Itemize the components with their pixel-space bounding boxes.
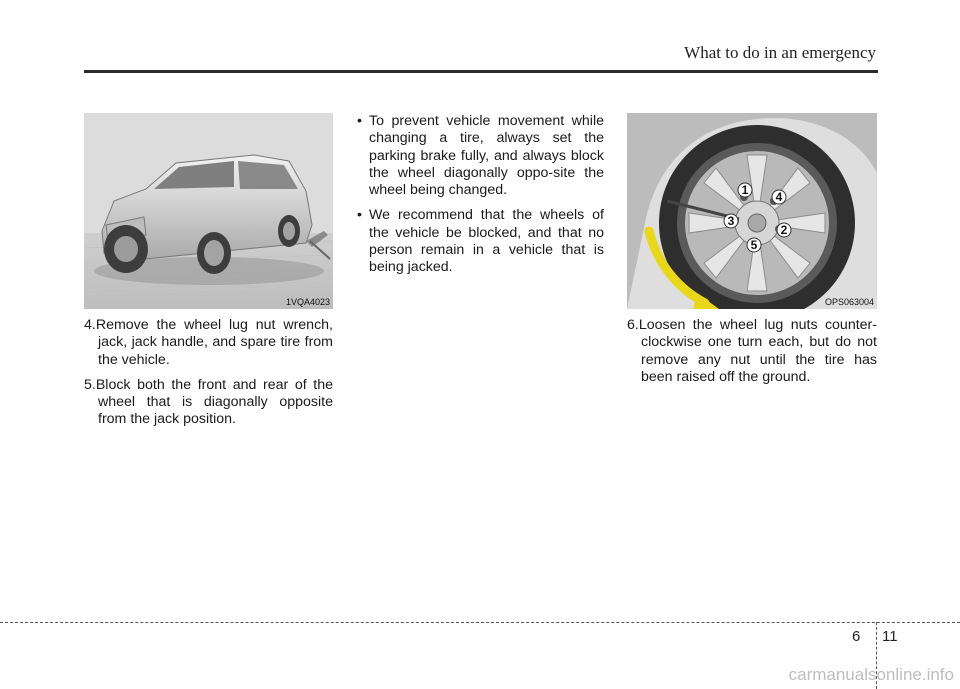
car-illustration xyxy=(84,113,333,309)
figure-code: OPS063004 xyxy=(824,297,874,307)
lug-label-3: 3 xyxy=(727,214,735,228)
step-6: 6.Loosen the wheel lug nuts counter-clockwise one turn each, but do not remove any nut until the tire has been raised off the ground. xyxy=(627,317,877,385)
section-title: What to do in an emergency xyxy=(684,43,876,62)
watermark: carmanualsonline.info xyxy=(788,665,954,684)
lug-label-4: 4 xyxy=(775,190,783,204)
left-column-text xyxy=(84,317,333,437)
figure-car-on-jack xyxy=(84,113,333,309)
wheel-illustration xyxy=(627,113,877,309)
lug-label-2: 2 xyxy=(780,223,788,237)
figure-wheel-lug-nuts xyxy=(627,113,877,309)
bullet-parking-brake: • To prevent vehicle movement while changing a tire, always set the parking brake fully, and always block the wheel diagonally oppo-site the wheel being changed. xyxy=(355,113,604,199)
step-4: 4.Remove the wheel lug nut wrench, jack, jack handle, and spare tire from the vehicle. xyxy=(84,317,333,368)
bullet-block-wheels: • We recommend that the wheels of the vehicle be blocked, and that no person remain in a vehicle that is being jacked. xyxy=(355,207,604,276)
header-rule xyxy=(84,70,878,73)
middle-column-text xyxy=(355,113,604,285)
right-column-text xyxy=(627,317,877,394)
page-number: 11 xyxy=(882,628,898,645)
figure-code: 1VQA4023 xyxy=(285,297,330,307)
section-number: 6 xyxy=(852,628,861,645)
lug-label-1: 1 xyxy=(741,183,749,197)
step-5: 5.Block both the front and rear of the wheel that is diagonally opposite from the jack position. xyxy=(84,376,333,428)
footer-dashed-rule xyxy=(0,622,960,623)
lug-label-5: 5 xyxy=(750,238,758,252)
